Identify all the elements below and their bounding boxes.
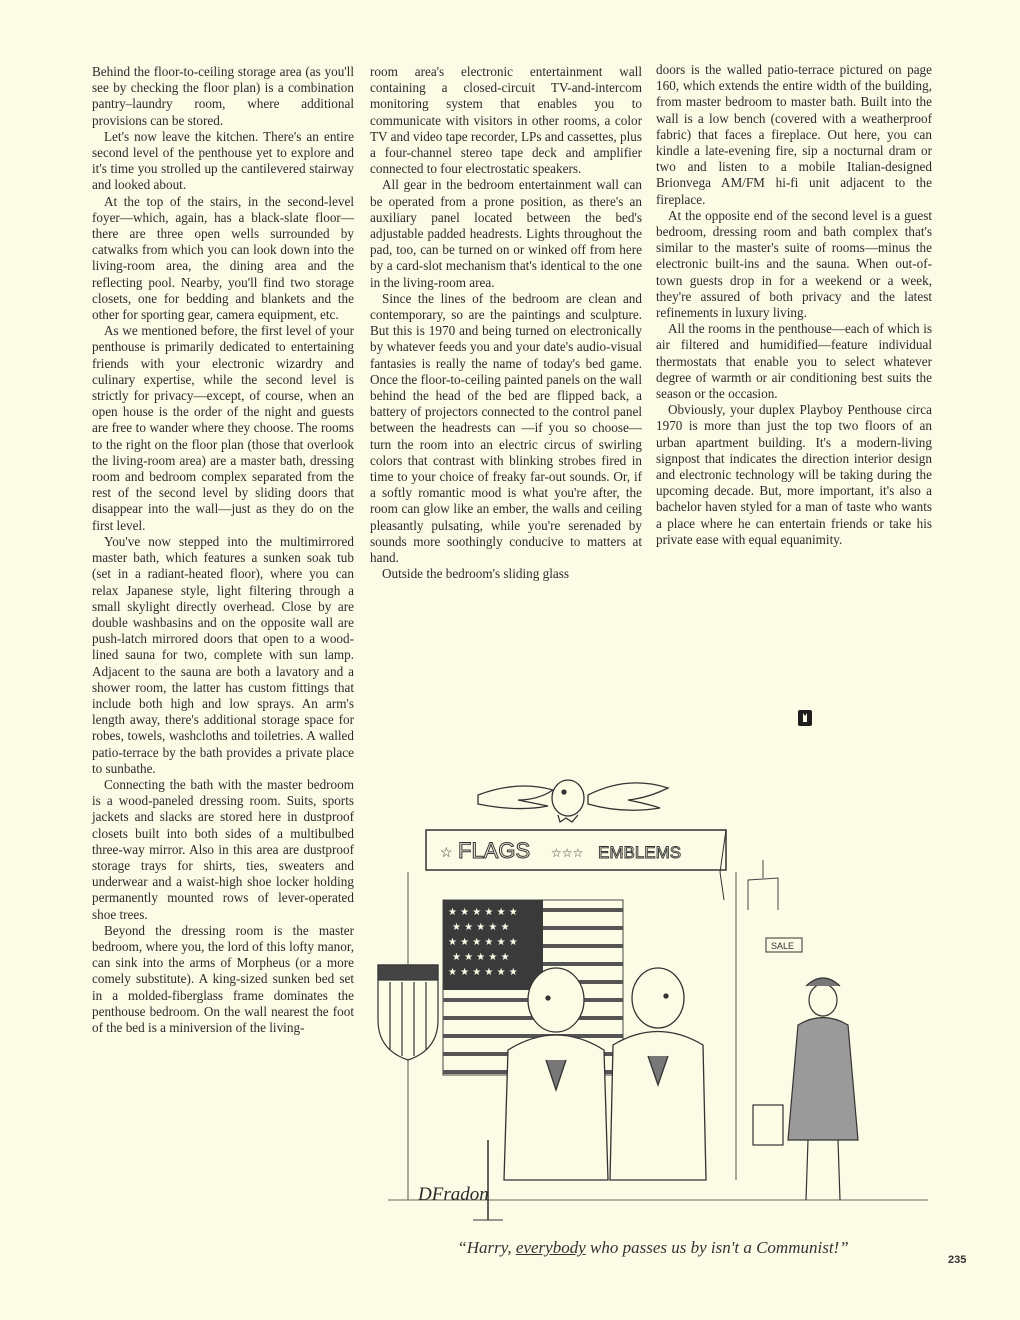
paragraph: Obviously, your duplex Playboy Penthouse circa 1970 is more than just the top two floors of an urban apartment building. It's a modern-living signpost that indicates the direction interior design and electronic technology will be taking during the upcoming decade. But, more important, it's also a bachelor haven styled for a man of taste who wants a place where he can entertain friends or take his private ease with equal equanimity. xyxy=(656,402,932,547)
svg-text:★ ★ ★ ★ ★ ★: ★ ★ ★ ★ ★ ★ xyxy=(448,967,518,978)
playboy-end-mark-icon xyxy=(798,710,812,726)
svg-text:★ ★ ★ ★ ★ ★: ★ ★ ★ ★ ★ ★ xyxy=(448,937,518,948)
caption-emphasis: everybody xyxy=(515,1238,586,1257)
paragraph: As we mentioned before, the first level of your penthouse is primarily dedicated to entertaining friends with your electronic wizardry and culinary expertise, while the second level is strictly for privacy—except, of course, when an open house is the order of the night and guests are free to wander where they choose. The rooms to the right on the floor plan (those that overlook the living-room area) are a master bath, dressing room and bedroom complex separated from the rest of the second level by sliding doors that disappear into the wall—just as they do on the first level. xyxy=(92,323,354,533)
cartoon-caption xyxy=(368,1238,938,1258)
paragraph: room area's electronic entertainment wall containing a closed-circuit TV-and-intercom monitoring system that enables you to communicate with visitors in other rooms, a color TV and video tape recorder, LPs and cassettes, plus a four-channel stereo tape deck and amplifier connected to four electrostatic speakers. xyxy=(370,64,642,177)
paragraph: Let's now leave the kitchen. There's an entire second level of the penthouse yet to explore and it's time you strolled up the cantilevered stairway and looked about. xyxy=(92,128,354,193)
sign-flags-text: FLAGS xyxy=(458,838,531,863)
svg-text:☆☆☆: ☆☆☆ xyxy=(551,846,584,860)
paragraph: Beyond the dressing room is the master bedroom, where you, the lord of this lofty manor, can sink into the arms of Morpheus (or a more comely substitute). A king-sized sunken bed set in a molded-fiberglass frame dominates the penthouse bedroom. On the wall nearest the foot of the bed is a miniversion of the living- xyxy=(92,922,354,1035)
page-number: 235 xyxy=(948,1254,967,1266)
paragraph: All gear in the bedroom entertainment wall can be operated from a prone position, as there's an auxiliary panel located between the bed's adjustable padded headrests. Lights throughout the pad, too, can be turned on or winked off from here by a card-slot mechanism that's identical to the one in the living-room area. xyxy=(370,177,642,290)
caption-part-2: who passes us by isn't a Communist!” xyxy=(585,1238,849,1257)
artist-signature: DFradon xyxy=(418,1184,489,1205)
paragraph: At the top of the stairs, in the second-level foyer—which, again, has a black-slate floor—there are three open wells surrounded by catwalks from which you can look down into the living-room area, the dining area and the reflecting pool. Nearby, you'll find two storage closets, one for bedding and blankets and the other for sporting gear, camera equipment, etc. xyxy=(92,193,354,323)
paragraph: All the rooms in the penthouse—each of which is air filtered and humidified—feature individual thermostats that enable you to select whatever degree of warmth or air conditioning best suits the season or the occasion. xyxy=(656,321,932,402)
svg-text:★ ★ ★ ★ ★: ★ ★ ★ ★ ★ xyxy=(452,952,510,963)
article-column-2 xyxy=(370,64,642,583)
eagle-emblem-icon xyxy=(478,780,668,822)
paragraph: At the opposite end of the second level is a guest bedroom, dressing room and bath complex that's similar to the master's suite of rooms—minus the electronic built-ins and the sauna. When out-of-town guests drop in for a weekend or a week, they're assured of both privacy and the latest refinements in luxury living. xyxy=(656,207,932,321)
svg-text:★ ★ ★ ★ ★ ★: ★ ★ ★ ★ ★ ★ xyxy=(448,907,518,918)
caption-part-1: “Harry, xyxy=(457,1238,516,1257)
cartoon-illustration xyxy=(368,760,938,1230)
svg-text:☆: ☆ xyxy=(440,846,453,861)
paragraph: Behind the floor-to-ceiling storage area (as you'll see by checking the floor plan) is a combination pantry–laundry room, where additional provisions can be stored. xyxy=(92,64,354,128)
paragraph: Outside the bedroom's sliding glass xyxy=(382,566,569,582)
article-column-3 xyxy=(656,62,932,548)
shield-emblem-icon xyxy=(378,965,438,1060)
sign-emblems-text: EMBLEMS xyxy=(598,843,682,862)
paragraph: You've now stepped into the multimirrored master bath, which features a sunken soak tub (set in a radiant-heated floor), where you can relax Japanese style, light filtering through a small skylight directly overhead. Close by are double washbasins and on the opposite wall are push-latch mirrored doors that open to a wood-lined sauna for two, complete with sun lamp. Adjacent to the sauna are both a lavatory and a shower room, the latter has custom fittings that include both high and low sprays. An arm's length away, there's additional storage space for robes, towels, washcloths and toiletries. A walled patio-terrace by the bath provides a private place to sunbathe. xyxy=(92,533,354,776)
paragraph: doors is the walled patio-terrace pictured on page 160, which extends the entire width of the building, from master bedroom to master bath. Built into the wall is a low bench (covered with a weatherproof fabric) that faces a fireplace. Out here, you can kindle a late-evening fire, sip a nocturnal dram or two and listen to a mobile Italian-designed Brionvega AM/FM hi-fi unit adjacent to the fireplace. xyxy=(656,62,932,207)
article-column-1 xyxy=(92,64,354,1036)
svg-text:★ ★ ★ ★ ★: ★ ★ ★ ★ ★ xyxy=(452,922,510,933)
paragraph: Since the lines of the bedroom are clean and contemporary, so are the paintings and sculpture. But this is 1970 and being turned on electronically by whatever feeds you and your date's audio-visual fantasies is really the name of today's bed game. Once the floor-to-ceiling painted panels on the wall behind the head of the bed are flipped back, a battery of projectors connected to the control panel between the headrests can —if you so choose—turn the room into an electric circus of swirling colors that contrast with blinking strobes fired in time to your choice of freaky far-out sounds. Or, if a softly romantic mood is what you're after, the room can glow like an ember, the walls and ceiling pleasantly pulsating, while you're serenaded by sounds more soothingly conducive to matters at hand. xyxy=(370,290,642,566)
paragraph: Connecting the bath with the master bedroom is a wood-paneled dressing room. Suits, sports jackets and slacks are stored here in dustproof closets built into both sides of a multibulbed three-way mirror. Also in this area are dustproof storage trays for shirts, ties, sweaters and underwear and a waist-high shoe locker holding permanently mounted rows of lever-operated shoe trees. xyxy=(92,776,354,922)
sale-tag-text: SALE xyxy=(771,941,795,951)
passing-woman xyxy=(753,978,858,1200)
